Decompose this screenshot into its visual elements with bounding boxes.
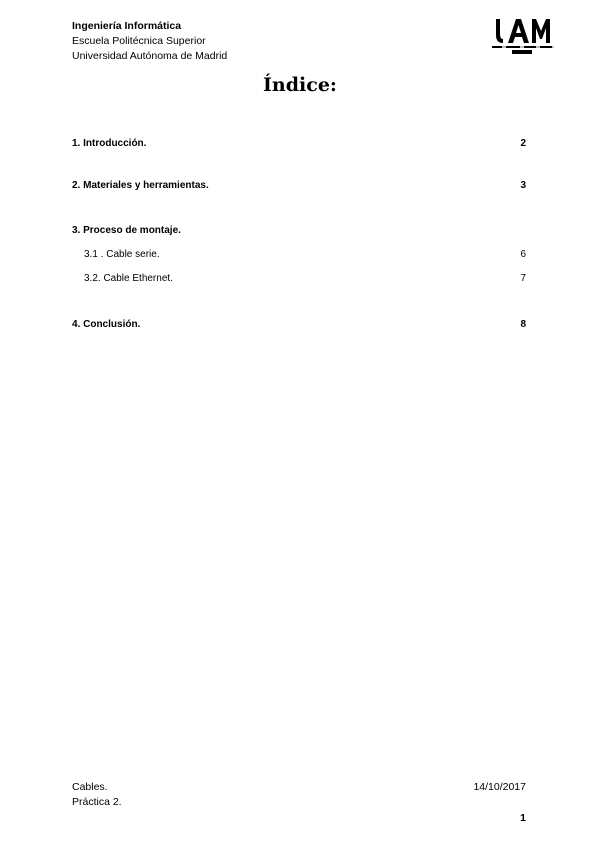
toc-page-number: 8 — [520, 319, 526, 330]
toc-entry-introduccion — [72, 138, 526, 149]
toc-entry-cable-serie — [84, 249, 526, 260]
toc-entry-conclusion — [72, 319, 526, 330]
toc-label: 4. Conclusión. — [72, 319, 141, 330]
footer-subject: Cables. — [72, 781, 108, 793]
toc-page-number: 7 — [520, 273, 526, 284]
toc-page-number: 2 — [520, 138, 526, 149]
header-university: Universidad Autónoma de Madrid — [72, 50, 228, 62]
toc-label: 3.1 . Cable serie. — [84, 249, 160, 260]
toc-label: 1. Introducción. — [72, 138, 147, 149]
toc-entry-proceso — [72, 225, 526, 236]
page-title — [0, 74, 600, 96]
document-header — [72, 19, 227, 64]
footer-date: 14/10/2017 — [473, 781, 526, 793]
toc-entry-cable-ethernet — [84, 273, 526, 284]
footer-practice: Práctica 2. — [72, 796, 122, 808]
footer-left — [72, 780, 122, 810]
toc-label: 3. Proceso de montaje. — [72, 225, 181, 236]
header-degree: Ingeniería Informática — [72, 20, 182, 32]
toc-page-number: 6 — [520, 249, 526, 260]
footer-page-number: 1 — [520, 812, 526, 824]
toc-label: 3.2. Cable Ethernet. — [84, 273, 173, 284]
header-school: Escuela Politécnica Superior — [72, 35, 206, 47]
toc-label: 2. Materiales y herramientas. — [72, 180, 209, 191]
toc-entry-materiales — [72, 180, 526, 191]
uam-logo-icon — [490, 17, 560, 55]
toc-page-number: 3 — [520, 180, 526, 191]
page-title-text: Índice: — [263, 74, 337, 96]
